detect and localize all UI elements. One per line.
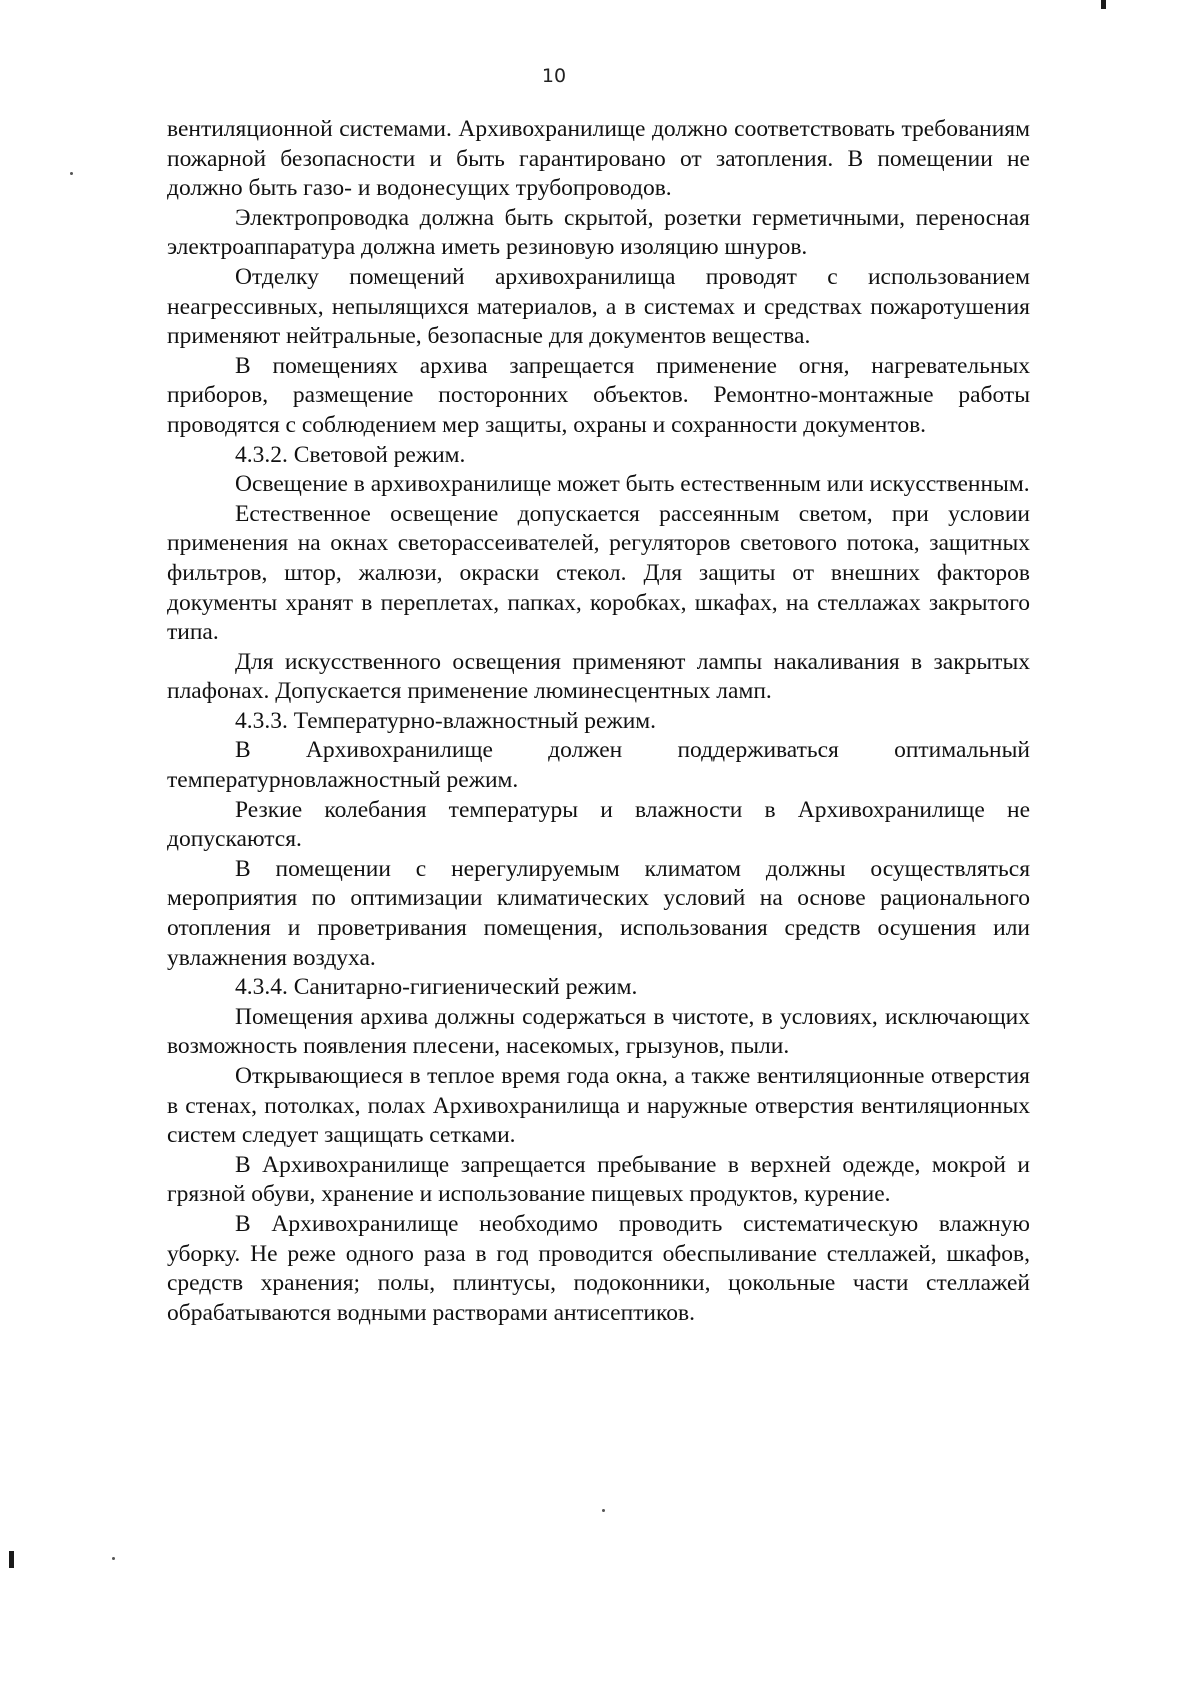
scan-speck <box>112 1557 115 1560</box>
paragraph-natural-lighting: Естественное освещение допускается рассеянным светом, при условии применения на окнах светорассеивателей, регуляторов светового потока, защитных фильтров, штор, жалюзи, окраски стекол. Для защиты от внешних факторов документы хранят в переплетах, папках, коробках, шкафах, на стеллажах закрытого типа. <box>167 500 1030 646</box>
scan-edge-mark-bottom-left <box>9 1551 14 1568</box>
scan-speck <box>602 1509 605 1512</box>
section-heading-4-3-2: 4.3.2. Световой режим. <box>235 441 466 468</box>
scan-edge-mark-top-right <box>1101 0 1106 9</box>
paragraph-continuation: вентиляционной системами. Архивохранилище должно соответствовать требованиям пожарной безопасности и быть гарантировано от затопления. В помещении не должно быть газо- и водонесущих трубопроводов. <box>167 116 1030 202</box>
section-heading-4-3-4: 4.3.4. Санитарно-гигиенический режим. <box>235 974 638 1001</box>
paragraph-cleanliness: Помещения архива должны содержаться в чистоте, в условиях, исключающих возможность появления плесени, насекомых, грызунов, пыли. <box>167 1003 1030 1060</box>
paragraph-prohibitions: В помещениях архива запрещается применение огня, нагревательных приборов, размещение посторонних объектов. Ремонтно-монтажные работы проводятся с соблюдением мер защиты, охраны и сохранности документов. <box>167 352 1030 438</box>
paragraph-wet-cleaning: В Архивохранилище необходимо проводить систематическую влажную уборку. Не реже одного раза в год проводится обеспыливание стеллажей, шкафов, средств хранения; полы, плинтусы, подоконники, цокольные части стеллажей обрабатываются водными растворами антисептиков. <box>167 1210 1030 1326</box>
scan-speck <box>70 172 73 175</box>
paragraph-climate-fluctuations: Резкие колебания температуры и влажности в Архивохранилище не допускаются. <box>167 796 1030 853</box>
paragraph-finishing: Отделку помещений архивохранилища проводят с использованием неагрессивных, непылящихся материалов, а в системах и средствах пожаротушения применяют нейтральные, безопасные для документов вещества. <box>167 263 1030 350</box>
paragraph-lighting-types: Освещение в архивохранилище может быть естественным или искусственным. <box>235 471 1030 498</box>
paragraph-climate-regime: В Архивохранилище должен поддерживаться оптимальный температурновлажностный режим. <box>167 737 1030 794</box>
section-heading-4-3-3: 4.3.3. Температурно-влажностный режим. <box>235 707 657 734</box>
page-number: 10 <box>541 65 567 87</box>
paragraph-storage-prohibitions: В Архивохранилище запрещается пребывание в верхней одежде, мокрой и грязной обуви, хранение и использование пищевых продуктов, курение. <box>167 1151 1030 1208</box>
paragraph-window-nets: Открывающиеся в теплое время года окна, а также вентиляционные отверстия в стенах, потолках, полах Архивохранилища и наружные отверстия вентиляционных систем следует защищать сетками. <box>167 1063 1030 1149</box>
paragraph-climate-measures: В помещении с нерегулируемым климатом должны осуществляться мероприятия по оптимизации климатических условий на основе рационального отопления и проветривания помещения, использования средств осушения или увлажнения воздуха. <box>167 855 1030 971</box>
paragraph-artificial-lighting: Для искусственного освещения применяют лампы накаливания в закрытых плафонах. Допускается применение люминесцентных ламп. <box>167 648 1030 705</box>
paragraph-wiring: Электропроводка должна быть скрытой, розетки герметичными, переносная электроаппаратура должна иметь резиновую изоляцию шнуров. <box>167 204 1030 261</box>
document-body <box>167 115 1030 1328</box>
